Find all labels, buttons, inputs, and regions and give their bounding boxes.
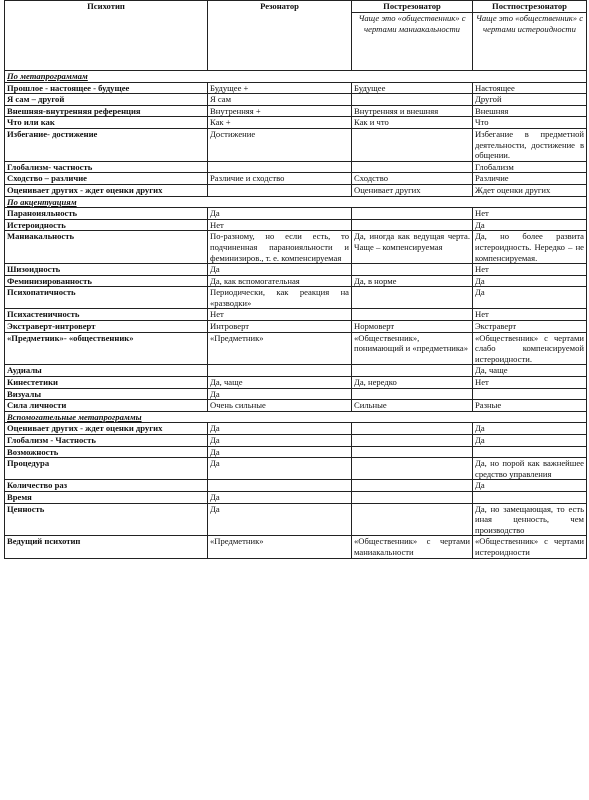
resonator-cell (208, 184, 352, 196)
row-label: Внешняя-внутренняя референция (5, 105, 208, 117)
post-resonator-cell (352, 161, 473, 173)
post-resonator-cell (352, 446, 473, 458)
post-resonator-cell (352, 219, 473, 231)
post-post-resonator-cell: Избегание в предметной деятельности, достижение в общении. (473, 128, 587, 161)
post-post-resonator-cell (473, 446, 587, 458)
section-title: По метапрограммам (5, 71, 587, 83)
row-label: Аудиалы (5, 365, 208, 377)
post-resonator-cell (352, 491, 473, 503)
post-post-resonator-cell: Да (473, 435, 587, 447)
table-row (5, 377, 587, 389)
post-post-resonator-cell: Да, но замещающая, то есть иная ценность, чем производство (473, 503, 587, 536)
section-row (5, 196, 587, 208)
post-resonator-cell: Внутренняя и внешняя (352, 105, 473, 117)
post-post-resonator-cell (473, 491, 587, 503)
row-label: Я сам – другой (5, 94, 208, 106)
resonator-cell: «Предметник» (208, 332, 352, 365)
table-row (5, 264, 587, 276)
table-row (5, 117, 587, 129)
table-row (5, 309, 587, 321)
post-post-resonator-cell: Да (473, 480, 587, 492)
post-resonator-cell (352, 423, 473, 435)
table-row (5, 275, 587, 287)
row-label: Параноияльность (5, 208, 208, 220)
post-resonator-cell (352, 435, 473, 447)
table-row (5, 446, 587, 458)
section-row (5, 71, 587, 83)
resonator-cell: Внутренняя + (208, 105, 352, 117)
resonator-cell: Нет (208, 309, 352, 321)
post-post-resonator-cell: Настоящее (473, 82, 587, 94)
resonator-cell: Да (208, 388, 352, 400)
post-resonator-cell: Будущее (352, 82, 473, 94)
row-label: Истероидность (5, 219, 208, 231)
post-post-resonator-cell: Да (473, 423, 587, 435)
comparison-table (4, 0, 587, 559)
row-label: Сходство – различие (5, 173, 208, 185)
row-label: Глобализм- частность (5, 161, 208, 173)
header-row (5, 1, 587, 13)
resonator-cell: Очень сильные (208, 400, 352, 412)
post-post-resonator-cell: Нет (473, 377, 587, 389)
post-resonator-cell (352, 94, 473, 106)
resonator-cell: Да (208, 503, 352, 536)
header-psychotype: Психотип (5, 1, 208, 71)
table-row (5, 231, 587, 264)
post-post-resonator-cell: Да (473, 287, 587, 309)
row-label: Время (5, 491, 208, 503)
post-post-resonator-cell: Да, но порой как важнейшее средство управления (473, 458, 587, 480)
table-row (5, 321, 587, 333)
table-row (5, 423, 587, 435)
post-post-resonator-cell: Различие (473, 173, 587, 185)
table-row (5, 400, 587, 412)
table-row (5, 480, 587, 492)
post-post-resonator-cell: Другой (473, 94, 587, 106)
row-label: Шизоидность (5, 264, 208, 276)
post-resonator-cell: Да, нередко (352, 377, 473, 389)
resonator-cell: Как + (208, 117, 352, 129)
post-resonator-cell: «Общественник» с чертами маниакальности (352, 536, 473, 558)
post-post-resonator-cell: Что (473, 117, 587, 129)
post-resonator-cell: Нормоверт (352, 321, 473, 333)
table-row (5, 208, 587, 220)
table-row (5, 173, 587, 185)
row-label: Прошлое - настоящее - будущее (5, 82, 208, 94)
post-resonator-cell: Сходство (352, 173, 473, 185)
resonator-cell: Да (208, 264, 352, 276)
table-row (5, 287, 587, 309)
post-resonator-cell: Да, в норме (352, 275, 473, 287)
table-row (5, 161, 587, 173)
table-row (5, 491, 587, 503)
post-post-resonator-cell: Внешняя (473, 105, 587, 117)
post-post-resonator-cell: Глобализм (473, 161, 587, 173)
row-label: Ценность (5, 503, 208, 536)
post-resonator-cell: Как и что (352, 117, 473, 129)
post-resonator-cell (352, 388, 473, 400)
resonator-cell: Да (208, 423, 352, 435)
post-resonator-cell (352, 365, 473, 377)
section-row (5, 411, 587, 423)
table-row (5, 105, 587, 117)
post-post-resonator-cell: Нет (473, 309, 587, 321)
header-post-resonator-note: Чаще это «общественник» с чертами маниакальности (352, 13, 473, 71)
resonator-cell: Интроверт (208, 321, 352, 333)
table-row (5, 332, 587, 365)
row-label: «Предметник»- «общественник» (5, 332, 208, 365)
row-label: Оценивает других - ждет оценки других (5, 423, 208, 435)
post-resonator-cell (352, 309, 473, 321)
table-row (5, 184, 587, 196)
resonator-cell: Да (208, 446, 352, 458)
post-resonator-cell: Сильные (352, 400, 473, 412)
post-post-resonator-cell: Да (473, 219, 587, 231)
table-row (5, 365, 587, 377)
resonator-cell: «Предметник» (208, 536, 352, 558)
post-post-resonator-cell: Да, но более развита истероидность. Нередко – не компенсируемая. (473, 231, 587, 264)
section-title: По акцентуациям (5, 196, 587, 208)
post-post-resonator-cell: «Общественник» с чертами истероидности (473, 536, 587, 558)
resonator-cell: Да, как вспомогательная (208, 275, 352, 287)
row-label: Феминизированность (5, 275, 208, 287)
row-label: Избегание- достижение (5, 128, 208, 161)
row-label: Психопатичность (5, 287, 208, 309)
post-post-resonator-cell: Нет (473, 264, 587, 276)
post-post-resonator-cell: Нет (473, 208, 587, 220)
post-post-resonator-cell: Разные (473, 400, 587, 412)
post-resonator-cell (352, 287, 473, 309)
post-resonator-cell (352, 503, 473, 536)
row-label: Кинестетики (5, 377, 208, 389)
resonator-cell: Да (208, 458, 352, 480)
resonator-cell: Я сам (208, 94, 352, 106)
resonator-cell: Да (208, 435, 352, 447)
resonator-cell: По-разному, но если есть, то подчиненная параноияльности и феминизиров., т. е. компенсируемая (208, 231, 352, 264)
table-row (5, 536, 587, 558)
row-label: Оценивает других - ждет оценки других (5, 184, 208, 196)
table-row (5, 435, 587, 447)
header-post-post-resonator-note: Чаще это «общественник» с чертами истероидности (473, 13, 587, 71)
post-resonator-cell: «Общественник», понимающий и «предметника» (352, 332, 473, 365)
resonator-cell: Различие и сходство (208, 173, 352, 185)
row-label: Экстраверт-интроверт (5, 321, 208, 333)
row-label: Визуалы (5, 388, 208, 400)
row-label: Процедура (5, 458, 208, 480)
post-post-resonator-cell: Да, чаще (473, 365, 587, 377)
row-label: Что или как (5, 117, 208, 129)
post-post-resonator-cell: Ждет оценки других (473, 184, 587, 196)
resonator-cell: Достижение (208, 128, 352, 161)
table-row (5, 94, 587, 106)
post-resonator-cell (352, 480, 473, 492)
row-label: Ведущий психотип (5, 536, 208, 558)
row-label: Психастеничность (5, 309, 208, 321)
header-resonator: Резонатор (208, 1, 352, 71)
post-resonator-cell (352, 208, 473, 220)
table-row (5, 82, 587, 94)
post-resonator-cell: Оценивает других (352, 184, 473, 196)
table-row (5, 388, 587, 400)
resonator-cell (208, 161, 352, 173)
header-post-resonator: Пострезонатор (352, 1, 473, 13)
post-post-resonator-cell: Да (473, 275, 587, 287)
post-post-resonator-cell: Экстраверт (473, 321, 587, 333)
table-row (5, 219, 587, 231)
resonator-cell: Будущее + (208, 82, 352, 94)
post-resonator-cell: Да, иногда как ведущая черта. Чаще – компенсируемая (352, 231, 473, 264)
table-row (5, 503, 587, 536)
post-resonator-cell (352, 264, 473, 276)
row-label: Возможность (5, 446, 208, 458)
post-post-resonator-cell (473, 388, 587, 400)
resonator-cell (208, 480, 352, 492)
resonator-cell: Да (208, 208, 352, 220)
resonator-cell (208, 365, 352, 377)
post-resonator-cell (352, 128, 473, 161)
header-post-post-resonator: Постпострезонатор (473, 1, 587, 13)
post-post-resonator-cell: «Общественник» с чертами слабо компенсируемой истероидности. (473, 332, 587, 365)
resonator-cell: Да (208, 491, 352, 503)
table-row (5, 128, 587, 161)
table-row (5, 458, 587, 480)
row-label: Маниакальность (5, 231, 208, 264)
resonator-cell: Периодически, как реакция на «разводки» (208, 287, 352, 309)
post-resonator-cell (352, 458, 473, 480)
table-body (5, 1, 587, 559)
section-title: Вспомогательные метапрограммы (5, 411, 587, 423)
resonator-cell: Да, чаще (208, 377, 352, 389)
resonator-cell: Нет (208, 219, 352, 231)
row-label: Количество раз (5, 480, 208, 492)
row-label: Сила личности (5, 400, 208, 412)
row-label: Глобализм - Частность (5, 435, 208, 447)
